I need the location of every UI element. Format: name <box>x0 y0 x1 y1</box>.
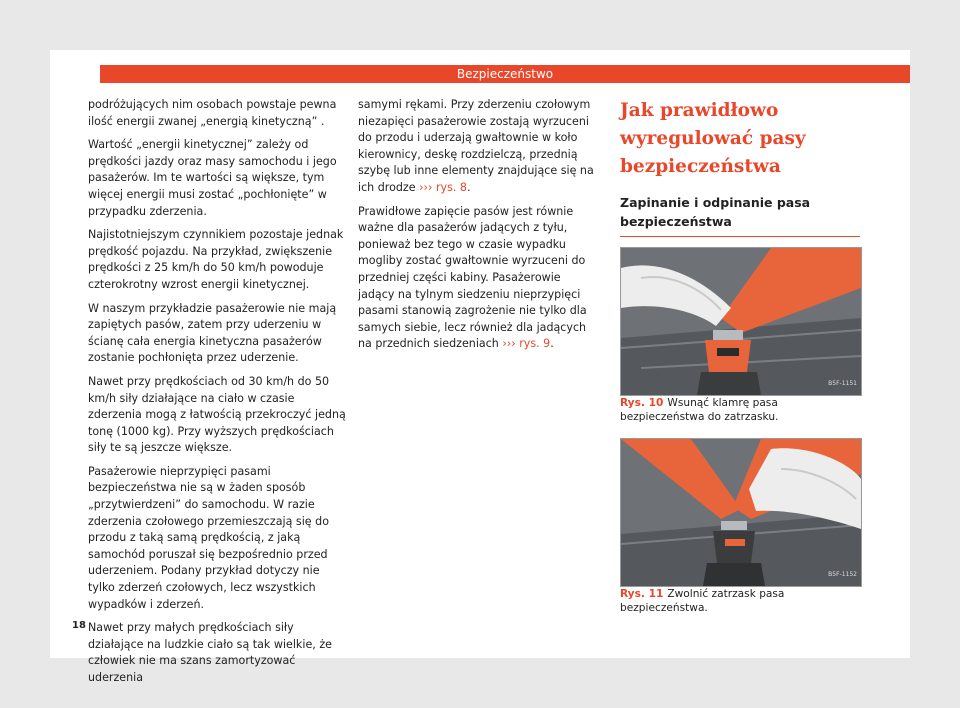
figure-image-insert-buckle <box>620 247 862 396</box>
column-3 <box>620 97 860 622</box>
paragraph: Pasażerowie nieprzypięci pasami bezpieczeństwa nie są w żaden sposób „przytwierdzeni” do samochodu. W razie zderzenia czołowego przemieszczają się do przodu z taką samą prędkością, z jaką samochód poruszał się bezpośrednio przed uderzeniem. Podany przykład dotyczy nie tylko zderzeń czołowych, lecz wszystkich wypadków i zderzeń. <box>88 464 329 611</box>
paragraph <box>358 97 600 197</box>
figure-code: B5F-1151 <box>828 380 857 388</box>
figure-label: Rys. 10 <box>620 397 664 409</box>
figure-caption <box>620 396 860 424</box>
page <box>50 50 910 684</box>
section-header: Bezpieczeństwo <box>100 65 910 83</box>
paragraph: Wartość „energii kinetycznej” zależy od prędkości jazdy oraz masy samochodu i jego pasażerów. Im te wartości są większe, tym więcej energii musi zostać „pochłonięte” w przypadku zderzenia. <box>88 138 337 218</box>
heading-divider <box>620 236 860 237</box>
figure-caption <box>620 587 860 615</box>
figure <box>620 438 860 615</box>
paragraph-text: samymi rękami. Przy zderzeniu czołowym niezapięci pasażerowie zostają wyrzuceni do przodu i uderzają gwałtownie w koło kierownicy, deskę rozdzielczą, przednią szybę lub inne elementy znajdujące się na ich drodze <box>358 98 594 194</box>
column-2 <box>358 97 600 360</box>
page-number: 18 <box>72 620 86 631</box>
column-1 <box>88 97 346 694</box>
subsection-heading: Zapinanie i odpinanie pasa bezpieczeństwa <box>620 195 811 229</box>
section-heading: Jak prawidłowo wyregulować pasy bezpieczeństwa <box>620 100 806 177</box>
paragraph <box>358 204 600 353</box>
paragraph: podróżujących nim osobach powstaje pewna ilość energii zwanej „energią kinetyczną” . <box>88 98 337 128</box>
figure-image-release-buckle <box>620 438 862 587</box>
paragraph-text: Prawidłowe zapięcie pasów jest równie ważne dla pasażerów jadących z tyłu, ponieważ bez tego w czasie wypadku mogliby zostać gwałtownie wyrzuceni do przedniej części kabiny. Pasażerowie jadący na tylnym siedzeniu nieprzypięci pasami stanowią zagrożenie nie tylko dla samych siebie, lecz również dla jadących na przednich siedzeniach <box>358 204 587 351</box>
paragraph: Nawet przy prędkościach od 30 km/h do 50 km/h siły działające na ciało w czasie zderzenia mogą z łatwością przekroczyć jedną tonę (1000 kg). Przy wyższych prędkościach siły te są jeszcze większe. <box>88 374 346 455</box>
figure <box>620 247 860 424</box>
caption-text: Wsunąć klamrę pasa bezpieczeństwa do zatrzasku. <box>620 397 779 423</box>
paragraph: Nawet przy małych prędkościach siły działające na ludzkie ciało są tak wielkie, że człowiek nie ma szans zamortyzować uderzenia <box>88 621 332 684</box>
paragraph: W naszym przykładzie pasażerowie nie mają zapiętych pasów, zatem przy uderzeniu w ścianę cała energia kinetyczna pasażerów zostanie pochłonięta przez uderzenie. <box>88 301 337 365</box>
caption-text: Zwolnić zatrzask pasa bezpieczeństwa. <box>620 588 785 614</box>
figure-reference-link[interactable]: ››› rys. 8 <box>419 180 467 194</box>
figure-reference-link[interactable]: ››› rys. 9 <box>502 337 551 351</box>
seatbelt-release-illustration <box>621 439 861 586</box>
paragraph: Najistotniejszym czynnikiem pozostaje jednak prędkość pojazdu. Na przykład, zwiększenie prędkości z 25 km/h do 50 km/h powoduje czterokrotny wzrost energii kinetycznej. <box>88 228 344 291</box>
figure-label: Rys. 11 <box>620 588 664 600</box>
seatbelt-buckle-illustration <box>621 248 861 395</box>
figure-code: B5F-1152 <box>828 571 857 579</box>
paragraph-end: . <box>466 180 471 194</box>
paragraph-end: . <box>550 337 554 351</box>
